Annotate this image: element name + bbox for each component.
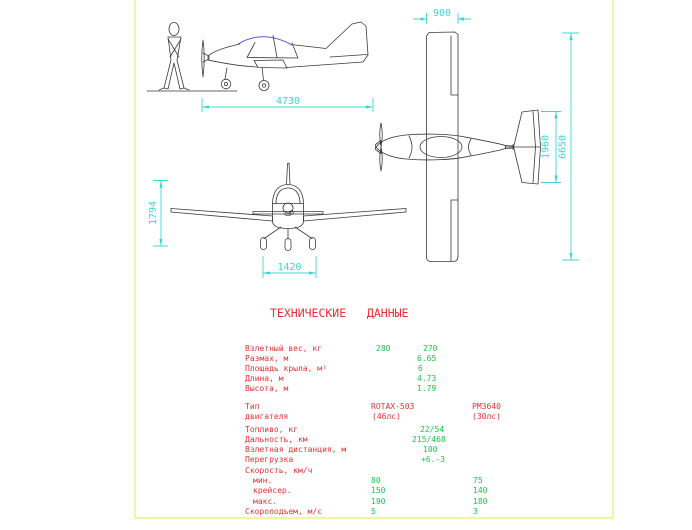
spec-label: Скорость, км/ч [245, 466, 313, 475]
dim-label-length: 4730 [275, 96, 301, 107]
spec-value: 270 [423, 344, 438, 353]
spec-value: 180 [473, 497, 488, 506]
spec-value: 22/54 [420, 425, 445, 434]
dim-length-4730 [202, 96, 373, 112]
propeller-side [202, 40, 205, 77]
dim-label-wing-span: 6650 [557, 134, 569, 160]
dim-track-1420 [263, 256, 316, 278]
spec-label: Размах, м [245, 354, 289, 363]
wing-lower-top [427, 147, 459, 262]
spec-value: 150 [371, 486, 386, 495]
dim-height-1794 [148, 181, 168, 247]
spec-value: 4.73 [417, 374, 437, 383]
fuselage-top [376, 134, 506, 160]
spec-label: Топливо, кг [245, 425, 298, 434]
spec-value: 190 [371, 497, 386, 506]
spec-value: 280 [376, 344, 391, 353]
wing-upper-top [427, 32, 459, 147]
canopy-side [238, 37, 292, 45]
fin-front [287, 163, 291, 184]
wing-fairing-side [254, 60, 287, 68]
spec-label: Взлетная дистанция, м [245, 445, 347, 454]
spec-value: 1.79 [417, 384, 437, 393]
spec-label: Перегрузка [245, 455, 294, 464]
spec-value-engine: ROTAX-503 [371, 402, 415, 411]
dim-chord-900 [413, 8, 471, 24]
spec-value: 6.65 [417, 354, 437, 363]
side-view [147, 22, 373, 112]
spec-label: двигателя [245, 412, 289, 421]
spec-label: Взлетный вес, кг [245, 344, 323, 353]
fuselage-front [273, 185, 304, 229]
spec-label: Дальность, км [245, 435, 308, 444]
tail-boom-top [505, 146, 540, 149]
spec-value: 100 [423, 445, 438, 454]
landing-gear-side [221, 68, 269, 91]
landing-gear-front [261, 227, 316, 251]
human-figure [159, 23, 189, 91]
spec-value: 3 [473, 507, 478, 516]
aileron-lower [451, 200, 458, 261]
wing-left-front [171, 209, 273, 222]
spec-value: 215/468 [412, 435, 446, 444]
canopy-front [276, 188, 300, 204]
spec-label: макс. [253, 497, 278, 506]
dim-label-track: 1420 [277, 262, 302, 273]
spec-value: 5 [371, 507, 376, 516]
spec-value: 80 [371, 476, 381, 485]
spec-label: Длина, м [245, 374, 284, 383]
spec-table-title: ТЕХНИЧЕСКИЕ ДАННЫЕ [270, 306, 409, 320]
dim-wing-span-6650 [558, 33, 580, 260]
spec-value: 140 [473, 486, 488, 495]
spec-label: Тип [245, 402, 260, 411]
stabilizer-side [330, 55, 367, 58]
spec-value-engine: (46лс) [372, 412, 401, 421]
sheet-border [135, 0, 613, 518]
spec-value: +6.-3 [421, 455, 446, 464]
dim-label-height: 1794 [148, 200, 159, 226]
fuselage-side [208, 22, 368, 68]
top-view [376, 8, 580, 262]
dim-label-chord: 900 [432, 8, 452, 19]
aileron-upper [451, 36, 458, 95]
spec-value-engine: РМЗ640 [472, 402, 501, 411]
spec-value-engine: (30лс) [472, 412, 501, 421]
dim-label-stab-span: 1960 [540, 134, 552, 160]
spec-label: Высота, м [245, 384, 289, 393]
spec-label: Площадь крыла, м² [245, 364, 327, 373]
spec-value: 75 [473, 476, 483, 485]
spec-value: 6 [418, 364, 423, 373]
front-view [148, 163, 406, 278]
spec-label: Скороподъем, м/с [245, 507, 323, 516]
spec-label: крейсер. [253, 486, 292, 495]
canopy-frames [247, 36, 298, 59]
wing-right-front [304, 209, 407, 222]
spec-label: мин. [253, 476, 273, 485]
